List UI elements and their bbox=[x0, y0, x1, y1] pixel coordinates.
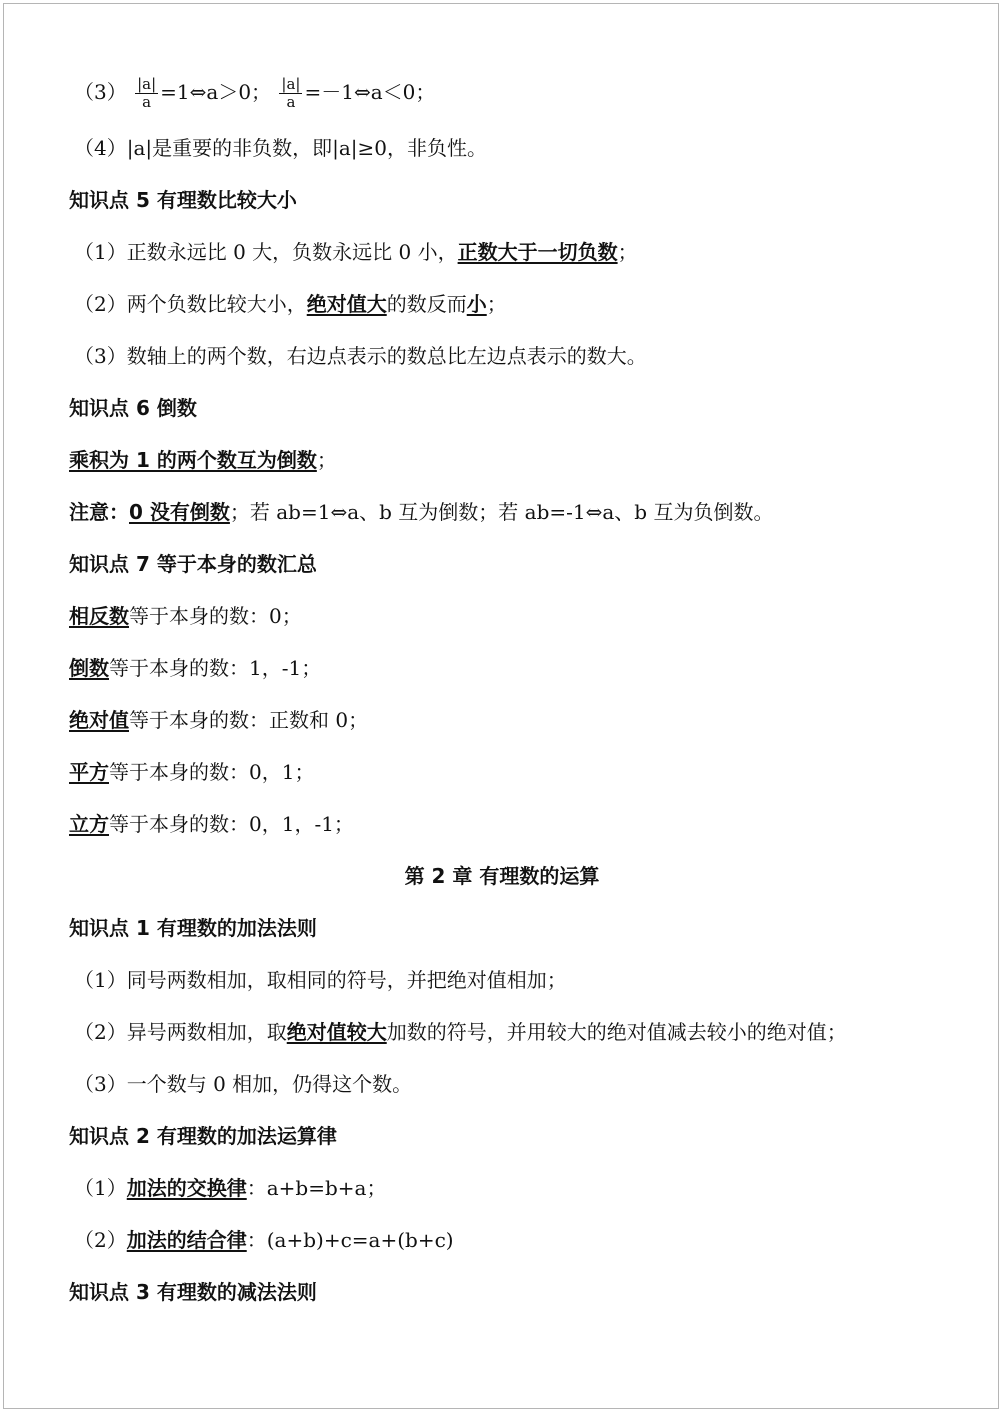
heading-knowledge-6: 知识点 6 倒数 bbox=[69, 396, 197, 420]
abs-nonnegative-rule-4: （4）|a|是重要的非负数，即|a|≥0，非负性。 bbox=[74, 136, 488, 160]
compare-rule-3: （3）数轴上的两个数，右边点表示的数总比左边点表示的数大。 bbox=[74, 344, 647, 368]
compare-rule-1: （1）正数永远比 0 大，负数永远比 0 小，正数大于一切负数； bbox=[74, 240, 638, 264]
addition-rule-2: （2）异号两数相加，取绝对值较大加数的符号，并用较大的绝对值减去较小的绝对值； bbox=[74, 1020, 847, 1044]
fraction-abs-a-over-a: $\frac{|a|}{a}$ bbox=[281, 75, 301, 111]
addition-rule-1: （1）同号两数相加，取相同的符号，并把绝对值相加； bbox=[74, 968, 567, 992]
self-equal-opposite: 相反数等于本身的数：0； bbox=[69, 604, 302, 628]
heading-knowledge-5: 知识点 5 有理数比较大小 bbox=[69, 188, 297, 212]
heading-knowledge-7: 知识点 7 等于本身的数汇总 bbox=[69, 552, 317, 576]
fraction-abs-a-over-a: $\frac{|a|}{a}$ bbox=[137, 75, 157, 111]
reciprocal-note: 注意：0 没有倒数；若 ab=1⇔a、b 互为倒数；若 ab=-1⇔a、b 互为负倒数。 bbox=[69, 500, 774, 524]
heading-addition-rule: 知识点 1 有理数的加法法则 bbox=[69, 916, 317, 940]
self-equal-absolute: 绝对值等于本身的数：正数和 0； bbox=[69, 708, 369, 732]
self-equal-cube: 立方等于本身的数：0，1，-1； bbox=[69, 812, 354, 836]
chapter-title: 第 2 章 有理数的运算 bbox=[404, 864, 600, 888]
heading-subtraction-rule: 知识点 3 有理数的减法法则 bbox=[69, 1280, 317, 1304]
compare-rule-2: （2）两个负数比较大小，绝对值大的数反而小； bbox=[74, 292, 507, 316]
self-equal-square: 平方等于本身的数：0，1； bbox=[69, 760, 315, 784]
associative-law: （2）加法的结合律：(a+b)+c=a+(b+c) bbox=[74, 1228, 454, 1252]
heading-addition-laws: 知识点 2 有理数的加法运算律 bbox=[69, 1124, 337, 1148]
commutative-law: （1）加法的交换律：a+b=b+a； bbox=[74, 1176, 387, 1200]
abs-fraction-rule-3: （3） $\frac{|a|}{a}$ =1⇔a＞0； $\frac{|a|}{a}$ =－1⇔a＜0； bbox=[74, 75, 436, 111]
addition-rule-3: （3）一个数与 0 相加，仍得这个数。 bbox=[74, 1072, 413, 1096]
self-equal-reciprocal: 倒数等于本身的数：1，-1； bbox=[69, 656, 322, 680]
document-page bbox=[3, 3, 999, 1409]
reciprocal-definition: 乘积为 1 的两个数互为倒数； bbox=[69, 448, 337, 472]
